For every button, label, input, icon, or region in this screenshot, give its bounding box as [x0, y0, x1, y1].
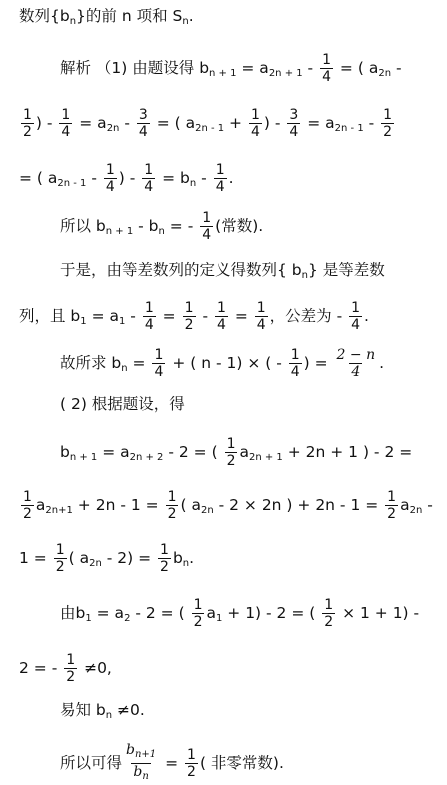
numerator: 1: [387, 489, 397, 505]
subscript: 2n+1: [45, 505, 73, 516]
text: = -: [164, 217, 199, 235]
text: =: [229, 307, 253, 325]
numerator: 1: [250, 107, 260, 123]
text-line-10: [60, 436, 447, 469]
text-line-14: [19, 652, 447, 685]
text: - 2 × 2n ) + 2n - 1 =: [213, 496, 384, 514]
text: 故所求 b: [60, 354, 122, 372]
numerator: 1: [215, 162, 225, 178]
fraction: [225, 436, 238, 469]
text: -: [363, 114, 380, 132]
denominator: 4: [250, 124, 260, 140]
text-line-1: [19, 6, 447, 32]
numerator: 1: [144, 300, 154, 316]
numerator: 1: [160, 542, 169, 558]
numerator: 1: [226, 436, 236, 452]
subscript: n: [301, 270, 308, 281]
denominator: 4: [144, 179, 154, 195]
numerator: 1: [61, 107, 71, 123]
numerator: 3: [138, 107, 148, 123]
denominator: 4: [202, 227, 212, 243]
denominator: 4: [216, 317, 226, 333]
fraction: [137, 107, 150, 140]
subscript: 2n: [106, 123, 120, 134]
text-line-15: [60, 700, 447, 726]
subscript: 2: [124, 613, 131, 624]
text: -: [119, 114, 135, 132]
subscript: 2n - 1: [195, 123, 225, 134]
fraction: [381, 107, 394, 140]
fraction: [335, 347, 378, 380]
denominator: 2: [55, 559, 65, 575]
subscript: n: [142, 771, 149, 782]
fraction: [142, 162, 155, 195]
subscript: 2n - 1: [57, 178, 87, 189]
subscript: n: [182, 558, 190, 569]
text: +: [224, 114, 247, 132]
fraction: [215, 300, 228, 333]
text: = a: [86, 307, 119, 325]
text: ) -: [263, 114, 286, 132]
text: -: [391, 59, 402, 77]
text: = ( a: [19, 169, 58, 187]
subscript: 2n + 1: [268, 68, 303, 79]
text: a: [239, 443, 249, 461]
text: .: [364, 307, 369, 325]
subscript: 2n + 2: [129, 452, 164, 463]
text: =: [160, 754, 184, 772]
subscript: 2n + 1: [248, 452, 283, 463]
numerator: 1: [154, 347, 164, 363]
text: ( a: [68, 549, 90, 567]
text: = ( a: [335, 59, 379, 77]
subscript: 1: [80, 316, 87, 327]
subscript: n: [121, 363, 128, 374]
text: 所以可得: [60, 754, 123, 772]
numerator: 1: [187, 747, 196, 763]
text: + 2n + 1 ) - 2 =: [282, 443, 413, 461]
numerator: 1: [66, 652, 76, 668]
denominator: 4: [351, 364, 361, 380]
text: - 2) =: [101, 549, 157, 567]
denominator: 4: [351, 317, 361, 333]
fraction: [349, 300, 362, 333]
text-line-3: [19, 107, 447, 140]
text: 于是，由等差数列的定义得数列{ b: [60, 261, 302, 279]
numerator: 1: [351, 300, 361, 316]
fraction: [21, 489, 34, 522]
text: } 是等差数: [307, 261, 385, 279]
denominator: 2: [226, 453, 236, 469]
text: ，公差为 -: [269, 307, 348, 325]
text: a: [400, 496, 410, 514]
denominator: 2: [23, 506, 32, 522]
fraction: [183, 300, 196, 333]
text: 所以 b: [60, 217, 106, 235]
text: 2 = -: [19, 659, 63, 677]
numerator: 1: [216, 300, 226, 316]
subscript: 1: [85, 613, 92, 624]
fraction: [385, 489, 398, 522]
denominator: 4: [105, 179, 115, 195]
text-line-8: [60, 347, 447, 380]
denominator: 4: [144, 317, 154, 333]
subscript: n + 1: [105, 226, 134, 237]
subscript: 1: [119, 316, 126, 327]
denominator: 2: [23, 124, 32, 140]
text: 1 =: [19, 549, 52, 567]
text-line-16: [60, 742, 447, 785]
text: 数列{b: [19, 7, 70, 25]
numerator: 1: [23, 489, 32, 505]
text: = a: [302, 114, 335, 132]
text: a: [206, 604, 216, 622]
numerator: 2 − n: [336, 347, 376, 363]
text: ( a: [180, 496, 201, 514]
text: b: [60, 443, 70, 461]
numerator-base: b: [126, 742, 135, 758]
denominator: 4: [138, 124, 148, 140]
denominator: 4: [322, 69, 331, 85]
text: + 2n - 1 =: [72, 496, 164, 514]
text: -: [422, 496, 433, 514]
text-line-2: [60, 52, 447, 85]
numerator: 1: [144, 162, 154, 178]
subscript: n + 1: [209, 68, 237, 79]
text: -: [196, 169, 212, 187]
fraction: [214, 162, 227, 195]
denominator: 2: [160, 559, 169, 575]
text: ( 非零常数).: [199, 754, 284, 772]
fraction: [322, 597, 335, 630]
denominator: 2: [383, 124, 393, 140]
text-line-7: [19, 300, 447, 333]
numerator: 1: [193, 597, 203, 613]
text-line-6: [60, 260, 447, 286]
fraction: [158, 542, 171, 575]
fraction: [124, 742, 158, 785]
text: ) -: [118, 169, 141, 187]
fraction: [152, 347, 165, 380]
text: = a: [74, 114, 107, 132]
text: - 2 = (: [130, 604, 190, 622]
subscript: 2n - 1: [334, 123, 364, 134]
text: ≠0.: [112, 701, 145, 719]
subscript: 2n: [200, 505, 214, 516]
fraction: [287, 107, 300, 140]
text: a: [35, 496, 46, 514]
subscript: 2n: [378, 68, 392, 79]
text-line-4: [19, 162, 447, 195]
denominator: 2: [184, 317, 194, 333]
text: (常数).: [215, 217, 264, 235]
text: 列，且 b: [19, 307, 81, 325]
text: =: [127, 354, 151, 372]
denominator: 4: [215, 179, 225, 195]
text: -: [302, 59, 319, 77]
text: 由b: [60, 604, 86, 622]
text: + 1) - 2 = (: [222, 604, 321, 622]
text: ) =: [303, 354, 333, 372]
text-line-12: [19, 542, 447, 575]
subscript: n: [158, 226, 165, 237]
text: = b: [157, 169, 190, 187]
text: - 2 = (: [163, 443, 223, 461]
numerator: 1: [105, 162, 115, 178]
fraction: [166, 489, 179, 522]
fraction: [64, 652, 77, 685]
text: - b: [133, 217, 159, 235]
fraction: [21, 107, 34, 140]
subscript: 2n: [89, 558, 102, 569]
text: = a: [91, 604, 125, 622]
denominator-base: b: [133, 764, 143, 780]
text: ) -: [35, 114, 58, 132]
text: 易知 b: [60, 701, 106, 719]
fraction: [289, 347, 302, 380]
text-line-13: [60, 597, 447, 630]
numerator: 1: [383, 107, 393, 123]
numerator: 1: [184, 300, 194, 316]
text: 解析 （1) 由题设得 b: [60, 59, 210, 77]
numerator: 1: [55, 542, 65, 558]
denominator: 4: [289, 124, 299, 140]
text: b: [172, 549, 183, 567]
numerator: 1: [322, 52, 331, 68]
text: .: [379, 354, 385, 372]
numerator: 1: [256, 300, 266, 316]
fraction: [200, 210, 213, 243]
subscript: n: [105, 710, 113, 721]
denominator: [131, 763, 150, 785]
text: × 1 + 1) -: [337, 604, 420, 622]
denominator: 4: [256, 317, 266, 333]
numerator: 1: [23, 107, 32, 123]
text-line-11: [19, 489, 447, 522]
subscript: 1: [215, 613, 223, 624]
subscript: n: [182, 16, 189, 27]
text: ≠0,: [79, 659, 112, 677]
numerator: 1: [290, 347, 300, 363]
denominator: 2: [187, 764, 196, 780]
text: -: [125, 307, 141, 325]
text: -: [197, 307, 213, 325]
fraction: [104, 162, 117, 195]
denominator: 4: [154, 364, 164, 380]
denominator: 2: [193, 614, 203, 630]
fraction: [192, 597, 205, 630]
text: = a: [97, 443, 130, 461]
text: =: [157, 307, 181, 325]
text: -: [86, 169, 102, 187]
subscript: 2n: [409, 505, 423, 516]
fraction: [59, 107, 72, 140]
numerator: [124, 742, 158, 763]
denominator: 2: [66, 669, 76, 685]
denominator: 2: [387, 506, 397, 522]
numerator: 1: [324, 597, 334, 613]
text: .: [228, 169, 234, 187]
fraction: [54, 542, 67, 575]
subscript: n: [189, 178, 197, 189]
denominator: 4: [61, 124, 71, 140]
fraction: [143, 300, 156, 333]
numerator: 3: [289, 107, 299, 123]
subscript: n: [69, 16, 77, 27]
text-line-9: [60, 394, 447, 414]
numerator: 1: [167, 489, 177, 505]
text: = ( a: [151, 114, 196, 132]
fraction: [185, 747, 198, 780]
fraction: [320, 52, 333, 85]
denominator: 4: [290, 364, 300, 380]
text: .: [189, 549, 195, 567]
numerator: 1: [202, 210, 212, 226]
denominator: 2: [167, 506, 177, 522]
text: ( 2) 根据题设，得: [60, 395, 185, 413]
denominator: 2: [324, 614, 334, 630]
text: }的前 n 项和 S: [76, 7, 183, 25]
fraction: [249, 107, 262, 140]
subscript: n+1: [134, 749, 157, 760]
subscript: n + 1: [69, 452, 98, 463]
text: + ( n - 1) × ( -: [167, 354, 287, 372]
fraction: [255, 300, 268, 333]
text-line-5: [60, 210, 447, 243]
text: = a: [236, 59, 269, 77]
text: .: [188, 7, 194, 25]
